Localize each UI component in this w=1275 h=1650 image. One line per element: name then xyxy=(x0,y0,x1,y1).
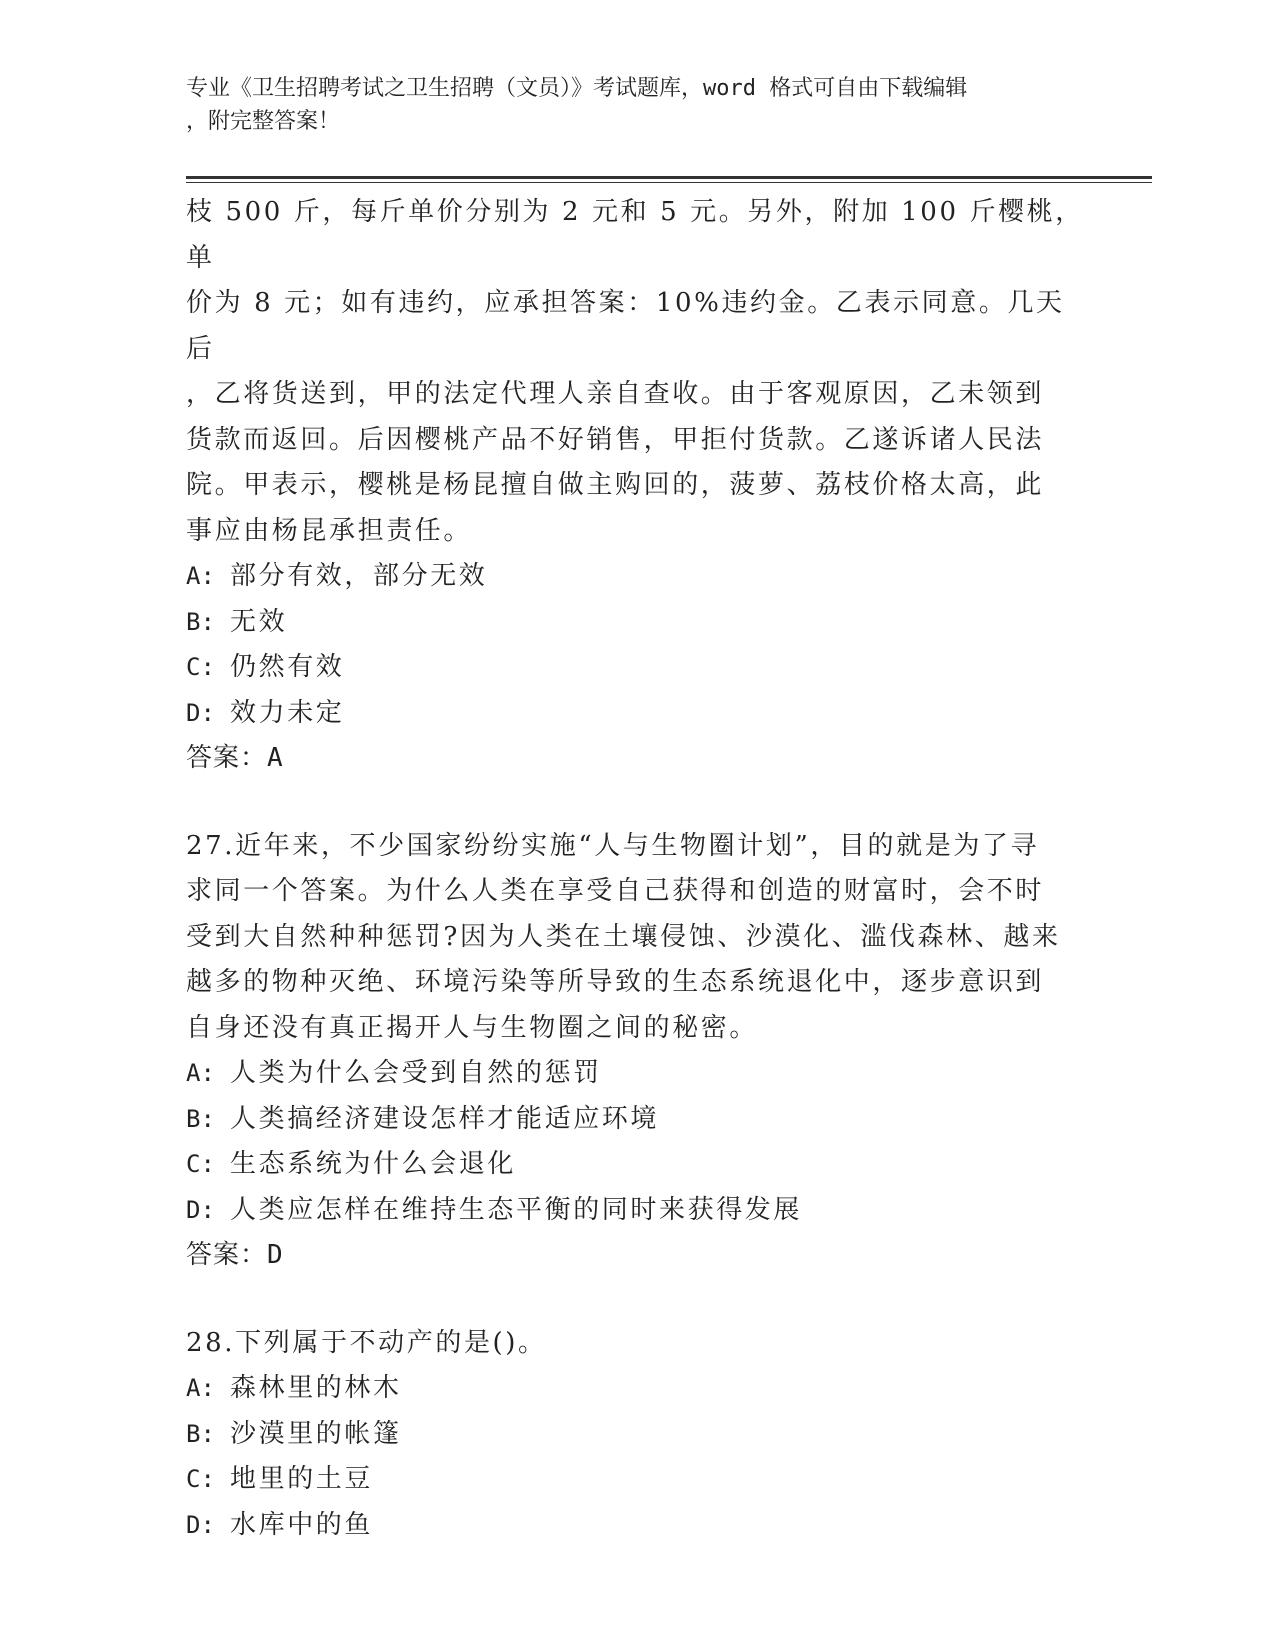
option-b xyxy=(186,1097,1086,1143)
header-rule-thin xyxy=(186,182,1152,183)
option-b xyxy=(186,1412,1086,1458)
option-label: C: xyxy=(186,1150,215,1178)
answer-value: D xyxy=(267,1240,284,1270)
option-c xyxy=(186,1142,1086,1188)
option-text: 森林里的林木 xyxy=(230,1373,402,1403)
option-a xyxy=(186,1366,1086,1412)
option-label: C: xyxy=(186,1465,215,1493)
question-27 xyxy=(186,824,1086,1279)
header-line-1: 专业《卫生招聘考试之卫生招聘（文员）》考试题库，word 格式可自由下载编辑 xyxy=(186,76,968,101)
question-text-line: 院。甲表示，樱桃是杨昆擅自做主购回的，菠萝、荔枝价格太高，此 xyxy=(186,470,1045,500)
question-28 xyxy=(186,1321,1086,1549)
question-text-line: 越多的物种灭绝、环境污染等所导致的生态系统退化中，逐步意识到 xyxy=(186,967,1045,997)
answer-line xyxy=(186,736,1086,782)
question-text-line: 自身还没有真正揭开人与生物圈之间的秘密。 xyxy=(186,1012,759,1043)
option-label: D: xyxy=(186,1510,215,1539)
document-header xyxy=(186,72,1066,138)
option-c xyxy=(186,645,1086,691)
option-label: A: xyxy=(186,1374,215,1402)
option-d xyxy=(186,691,1086,737)
option-text: 无效 xyxy=(230,606,288,637)
question-text-line: 受到大自然种种惩罚?因为人类在土壤侵蚀、沙漠化、滥伐森林、越来 xyxy=(186,921,1061,952)
option-text: 部分有效，部分无效 xyxy=(230,561,488,591)
question-text-line: 求同一个答案。为什么人类在享受自己获得和创造的财富时，会不时 xyxy=(186,876,1045,906)
option-label: A: xyxy=(186,562,215,590)
option-text: 人类应怎样在维持生态平衡的同时来获得发展 xyxy=(230,1194,803,1225)
option-text: 生态系统为什么会退化 xyxy=(230,1149,517,1179)
option-text: 效力未定 xyxy=(230,697,345,728)
option-c xyxy=(186,1457,1086,1503)
option-label: C: xyxy=(186,653,215,681)
question-26-continued xyxy=(186,190,1086,782)
question-text-line: 价为 8 元；如有违约，应承担答案：10%违约金。乙表示同意。几天后 xyxy=(186,288,1065,364)
option-label: B: xyxy=(186,1419,215,1448)
document-body xyxy=(186,190,1086,1548)
option-label: A: xyxy=(186,1059,215,1087)
option-text: 人类为什么会受到自然的惩罚 xyxy=(230,1058,602,1088)
option-a xyxy=(186,1051,1086,1097)
question-text-line: ，乙将货送到，甲的法定代理人亲自查收。由于客观原因，乙未领到 xyxy=(186,379,1045,409)
option-text: 人类搞经济建设怎样才能适应环境 xyxy=(230,1103,660,1134)
header-rule-thick xyxy=(186,176,1152,179)
option-text: 地里的土豆 xyxy=(230,1464,374,1494)
question-text-line: 事应由杨昆承担责任。 xyxy=(186,515,473,546)
answer-line xyxy=(186,1233,1086,1279)
question-text-line: 28.下列属于不动产的是()。 xyxy=(186,1327,547,1358)
option-b xyxy=(186,600,1086,646)
option-label: D: xyxy=(186,1195,215,1224)
answer-value: A xyxy=(267,743,284,773)
option-label: B: xyxy=(186,607,215,636)
option-label: B: xyxy=(186,1104,215,1133)
question-text-line: 27.近年来，不少国家纷纷实施“人与生物圈计划”，目的就是为了寻 xyxy=(186,830,1040,861)
option-text: 水库中的鱼 xyxy=(230,1509,374,1540)
question-text-line: 枝 500 斤，每斤单价分别为 2 元和 5 元。另外，附加 100 斤樱桃，单 xyxy=(186,197,1084,273)
option-text: 仍然有效 xyxy=(230,652,345,682)
question-text-line: 货款而返回。后因樱桃产品不好销售，甲拒付货款。乙遂诉诸人民法 xyxy=(186,424,1045,455)
option-d xyxy=(186,1188,1086,1234)
option-text: 沙漠里的帐篷 xyxy=(230,1418,402,1449)
header-line-2: ，附完整答案！ xyxy=(186,109,341,134)
answer-label: 答案： xyxy=(186,1240,268,1270)
option-d xyxy=(186,1503,1086,1549)
option-label: D: xyxy=(186,698,215,727)
answer-label: 答案： xyxy=(186,743,268,773)
option-a xyxy=(186,554,1086,600)
